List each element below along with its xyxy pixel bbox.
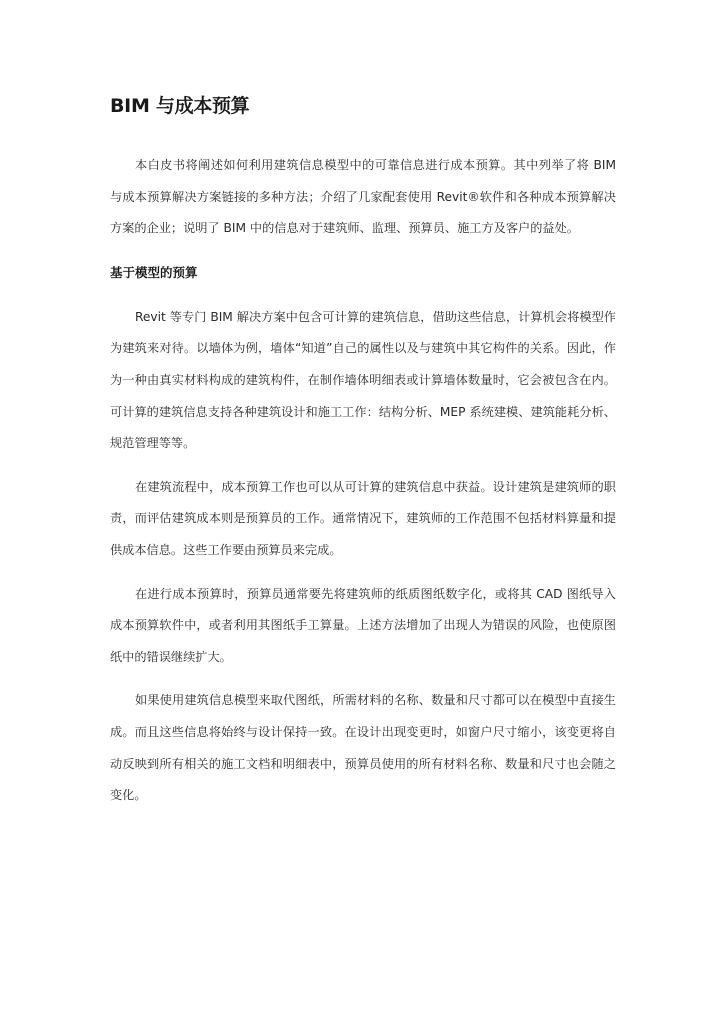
document-page <box>110 92 616 812</box>
intro-paragraph: 本白皮书将阐述如何利用建筑信息模型中的可靠信息进行成本预算。其中列举了将 BIM 与成本预算解决方案链接的多种方法；介绍了几家配套使用 Revit®软件和各种成本预算解决方案的企业；说明了 BIM 中的信息对于建筑师、监理、预算员、施工方及客户的益处。 <box>110 158 616 236</box>
document-title: BIM 与成本预算 <box>110 95 250 117</box>
section-heading: 基于模型的预算 <box>110 264 198 280</box>
body-paragraph-3: 在进行成本预算时，预算员通常要先将建筑师的纸质图纸数字化，或将其 CAD 图纸导入成本预算软件中，或者利用其图纸手工算量。上述方法增加了出现人为错误的风险，也使原图纸中的错误继续扩大。 <box>110 586 616 664</box>
body-paragraph-1: Revit 等专门 BIM 解决方案中包含可计算的建筑信息，借助这些信息，计算机会将模型作为建筑来对待。以墙体为例，墙体“知道”自己的属性以及与建筑中其它构件的关系。因此，作为一种由真实材料构成的建筑构件，在制作墙体明细表或计算墙体数量时，它会被包含在内。可计算的建筑信息支持各种建筑设计和施工工作：结构分析、MEP 系统建模、建筑能耗分析、规范管理等等。 <box>110 309 616 451</box>
body-paragraph-2: 在建筑流程中，成本预算工作也可以从可计算的建筑信息中获益。设计建筑是建筑师的职责，而评估建筑成本则是预算员的工作。通常情况下，建筑师的工作范围不包括材料算量和提供成本信息。这些工作要由预算员来完成。 <box>110 479 616 557</box>
body-paragraph-4: 如果使用建筑信息模型来取代图纸，所需材料的名称、数量和尺寸都可以在模型中直接生成。而且这些信息将始终与设计保持一致。在设计出现变更时，如窗户尺寸缩小，该变更将自动反映到所有相关的施工文档和明细表中，预算员使用的所有材料名称、数量和尺寸也会随之变化。 <box>110 693 616 803</box>
